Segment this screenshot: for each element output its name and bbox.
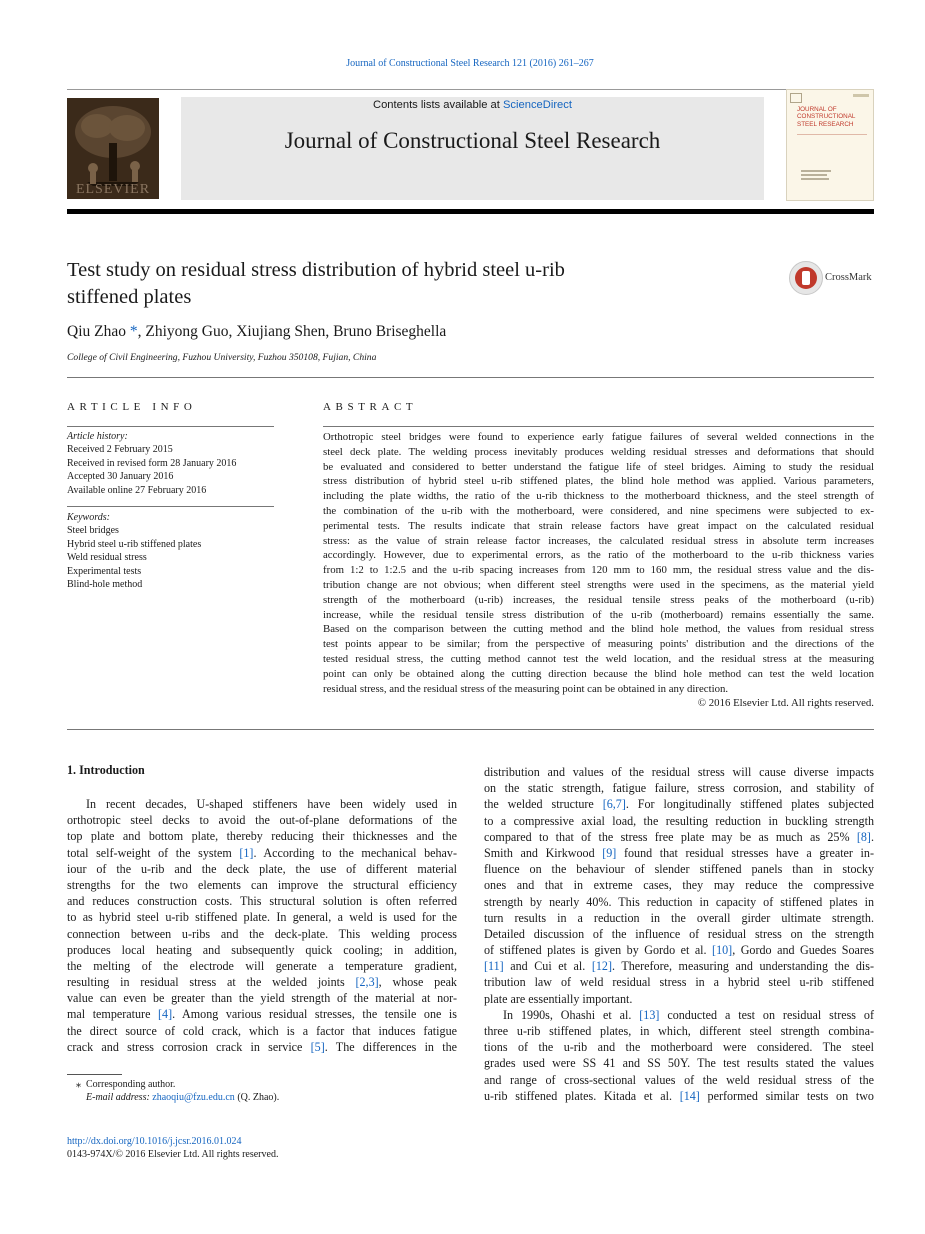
- cover-mark-icon: [853, 94, 869, 97]
- paragraph-line: on the static strength, fatigue failure, stress corrosion, and stability of: [484, 781, 874, 796]
- cover-editor-line-1: [801, 170, 831, 172]
- journal-title: Journal of Constructional Steel Research: [284, 128, 661, 153]
- cover-divider: [797, 134, 867, 135]
- journal-citation[interactable]: Journal of Constructional Steel Research 121 (2016) 261–267: [346, 58, 594, 69]
- paragraph-line: the welded structure [6,7]. For longitudinally stiffened plates subjected: [484, 797, 874, 812]
- citation-link[interactable]: [1]: [239, 845, 254, 860]
- abstract-line: Orthotropic steel bridges were found to experience early fatigue failures of several welded connections in the: [323, 431, 874, 443]
- paragraph-line: the direct source of cold crack, which is a factor that induces fatigue: [67, 1023, 457, 1038]
- abstract-copyright: © 2016 Elsevier Ltd. All rights reserved.: [697, 697, 874, 710]
- abstract-line: residual stress, and the residual stress of the measuring point can be obtained in any direction.: [323, 682, 729, 695]
- section-heading-introduction: 1. Introduction: [67, 763, 145, 777]
- info-rule-2: [67, 506, 274, 507]
- info-rule-1: [67, 426, 274, 427]
- paragraph-line: In recent decades, U-shaped stiffeners have been widely used in: [86, 797, 457, 811]
- journal-cover[interactable]: [786, 89, 874, 201]
- authors: Qiu Zhao *, Zhiyong Guo, Xiujiang Shen, Bruno Briseghella: [67, 323, 447, 340]
- abstract-line: tribution change are not obvious; when different steel strengths were used in the specimens, as the material yield: [323, 578, 874, 591]
- paragraph-line: crack and stress corrosion crack in service [5]. The differences in the: [67, 1039, 457, 1054]
- paragraph-line: orthotropic steel decks to avoid the out-of-plane deformations of the: [67, 813, 457, 828]
- email-link[interactable]: zhaoqiu@fzu.edu.cn: [152, 1092, 235, 1104]
- paragraph-line: and range of cross-sectional values of the weld residual stress of the: [484, 1072, 874, 1087]
- keyword: Steel bridges: [67, 525, 119, 537]
- paragraph-line: the melting of the electrode will generate a temperature gradient,: [67, 958, 457, 973]
- paragraph-line: three u-rib stiffened plates, in which, different steel strength combina-: [484, 1024, 874, 1038]
- paragraph-line: u-rib stiffened plates. Kitada et al. [14] performed similar tests on two: [484, 1088, 874, 1103]
- paragraph-line: total self-weight of the system [1]. According to the mechanical behav-: [67, 845, 457, 860]
- keyword: Weld residual stress: [67, 552, 147, 564]
- abstract-rule: [323, 426, 874, 427]
- corresponding-author-marker[interactable]: *: [129, 323, 138, 340]
- keyword: Experimental tests: [67, 565, 142, 577]
- paragraph-line: grades used were SS 41 and SS 50Y. The test results stated the values: [484, 1056, 874, 1071]
- citation-link[interactable]: [9]: [602, 845, 617, 860]
- sciencedirect-link[interactable]: ScienceDirect: [502, 99, 572, 111]
- abstract-line: stress: as the value of strain release factor increases, the calculated residual stress in absolute term increases: [323, 534, 874, 547]
- paragraph-line: strengths for the two elements can improve the structural efficiency: [67, 877, 457, 892]
- crossmark-label[interactable]: CrossMark: [825, 272, 872, 283]
- paragraph-line: and reduces construction costs. This structural solution is often referred: [67, 894, 457, 909]
- abstract-line: test points appear to be similar; from the perspective of measuring points' distribution and the directions of the: [323, 638, 874, 651]
- abstract-line: stress distribution of hybrid steel u-rib stiffened plates, the blind hole method was applied. Various parameters,: [323, 475, 874, 488]
- abstract-line: point can only be obtained along the cutting direction because the blind hole method can test the weld location: [323, 667, 874, 680]
- paragraph-line: connection between u-ribs and the deck-plate. This welding process: [67, 926, 457, 941]
- paragraph-line: of stiffened plates is given by Gordo et al. [10], Gordo and Guedes Soares: [484, 943, 874, 958]
- abstract-line: from 1:2 to 1:2.5 and the u-rib spacing increases from 120 mm to 160 mm, the residual stress value and the dis-: [323, 564, 874, 577]
- paragraph-line: produces local heating and subsequently quick cooling; in addition,: [67, 942, 457, 957]
- citation-link[interactable]: [5]: [310, 1039, 325, 1054]
- footnote: ⁎ Corresponding author. E-mail address: zhaoqiu@fzu.edu.cn (Q. Zhao).: [76, 1079, 280, 1104]
- abstract-heading: ABSTRACT: [323, 401, 418, 413]
- footnote-rule: [67, 1074, 122, 1075]
- paragraph-line: mal temperature [4]. Among various residual stresses, the tensile one is: [67, 1007, 457, 1022]
- article-history: Article history: Received 2 February 2015 Received in revised form 28 January 2016 Accepted 30 January 2016 Available online 27 February 2016: [67, 431, 237, 496]
- paragraph-line: distribution and values of the residual stress will cause diverse impacts: [484, 765, 874, 779]
- paragraph-line: top plate and bottom plate, thereby reducing their thicknesses and the: [67, 829, 457, 844]
- cover-editor-line-2: [801, 174, 827, 176]
- paragraph-line: [11] and Cui et al. [12]. Therefore, measuring and understanding the dis-: [484, 959, 874, 974]
- paragraph-line: Detailed discussion of the influence of residual stress on the strength: [484, 926, 874, 941]
- abstract-line: accordingly. However, due to experimental errors, as the ratio of the motherboard to the u-rib thickness varies: [323, 549, 874, 562]
- citation-link[interactable]: [2,3]: [355, 975, 379, 990]
- abstract-line: Based on the comparison between the cutting method and the blind hole method, the values from residual stress: [323, 623, 874, 636]
- elsevier-wordmark: ELSEVIER: [75, 182, 151, 197]
- citation-link[interactable]: [8]: [856, 829, 871, 844]
- article-title: Test study on residual stress distribution of hybrid steel u-rib stiffened plates: [67, 259, 565, 308]
- abstract-line: strength of the motherboard (u-rib) increases, the residual tensile stress peaks of the motherboard (u-rib): [323, 593, 874, 606]
- keyword: Blind-hole method: [67, 579, 143, 591]
- article-info-heading: ARTICLE INFO: [67, 401, 197, 413]
- doi-link[interactable]: http://dx.doi.org/10.1016/j.jcsr.2016.01.024: [67, 1136, 242, 1147]
- cover-editor-line-3: [801, 178, 829, 180]
- paragraph-line: compared to that of the stress free plate may be as much as 25% [8].: [484, 829, 874, 844]
- paragraph-line: value can even be greater than the yield strength of the material at nor-: [67, 991, 457, 1006]
- paragraph-line: Smith and Kirkwood [9] found that residual stresses have a greater in-: [484, 845, 874, 860]
- citation-link[interactable]: [4]: [158, 1007, 173, 1022]
- affiliation: College of Civil Engineering, Fuzhou University, Fuzhou 350108, Fujian, China: [67, 352, 377, 363]
- abstract-line: perimental tests. The results indicate that strain release factors have great impact on the calculated residual: [323, 519, 874, 532]
- abstract-line: steel deck plate. The welding process inevitably produces welding residual stresses and deformations that should: [323, 445, 874, 458]
- abstract-bottom-rule: [67, 729, 874, 730]
- elsevier-logo: [67, 98, 159, 199]
- abstract-line: including the plate widths, the ratio of the u-rib thickness to the motherboard thickness, and the steel strength of: [323, 490, 874, 503]
- paragraph-line: to a compressive axial load, the resulting reduction in buckling strength: [484, 813, 874, 828]
- header-top-rule: [67, 89, 874, 90]
- title-rule: [67, 377, 874, 378]
- header-thick-rule: [67, 209, 874, 214]
- keyword: Hybrid steel u-rib stiffened plates: [67, 538, 202, 550]
- abstract-body: [323, 430, 874, 696]
- citation-link[interactable]: [6,7]: [602, 797, 626, 812]
- citation-link[interactable]: [11]: [484, 959, 504, 974]
- footer: [67, 1135, 278, 1162]
- paragraph-line: to as hybrid steel u-rib stiffened plate. In general, a weld is used for the: [67, 910, 457, 925]
- paragraph-line: iour of the u-rib and the deck plate, the use of different material: [67, 861, 457, 876]
- crossmark-icon[interactable]: [789, 261, 823, 295]
- cover-title: JOURNAL OF CONSTRUCTIONAL STEEL RESEARCH: [797, 106, 856, 128]
- paragraph-line: tribution law of weld residual stress in a hybrid steel u-rib stiffened: [484, 975, 874, 990]
- citation-link[interactable]: [12]: [591, 959, 612, 974]
- paragraph-line: strength by nearly 40%. This reduction in capacity of stiffened plates in: [484, 894, 874, 909]
- keywords: Keywords: Steel bridges Hybrid steel u-rib stiffened plates Weld residual stress Experimental tests Blind-hole method: [67, 512, 202, 591]
- citation-link[interactable]: [13]: [639, 1007, 660, 1022]
- paragraph-line: tions of the u-rib and the motherboard were considered. The steel: [484, 1040, 874, 1055]
- paragraph-line: plate are essentially important.: [484, 991, 633, 1006]
- abstract-line: be evaluated and considered to better understand the fatigue life of steel bridges. Aiming to study the residual: [323, 460, 874, 473]
- abstract-line: increase, while the residual tensile stress distribution of the u-rib (motherboard) remains essentially the same.: [323, 608, 874, 621]
- cover-emblem-icon: [790, 93, 802, 103]
- citation-link[interactable]: [14]: [679, 1088, 700, 1103]
- paragraph-line: ones and that in extreme cases, they may reduce the compressive: [484, 878, 874, 893]
- paragraph-line: fluence on the behaviour of slender stiffened panels than in stocky: [484, 862, 874, 877]
- intro-left-column: [67, 796, 457, 1055]
- intro-right-column: [484, 764, 874, 1104]
- paragraph-line: resulting in residual stress at the welded joints [2,3], whose peak: [67, 975, 457, 990]
- abstract-line: tested residual stress, the cutting method cannot test the weld location, and the residual stress at the measuring: [323, 652, 874, 665]
- abstract-line: the combination of the u-rib with the motherboard, were considered, and nine specimens were subjected to ex-: [323, 504, 874, 517]
- paragraph-line: In 1990s, Ohashi et al. [13] conducted a test on residual stress of: [503, 1007, 874, 1022]
- contents-available: Contents lists available at ScienceDirect: [373, 99, 572, 111]
- issn-copyright: 0143-974X/© 2016 Elsevier Ltd. All rights reserved.: [67, 1149, 279, 1161]
- citation-link[interactable]: [10]: [712, 943, 733, 958]
- paragraph-line: turn results in a reduction in the overall girder ultimate strength.: [484, 910, 874, 925]
